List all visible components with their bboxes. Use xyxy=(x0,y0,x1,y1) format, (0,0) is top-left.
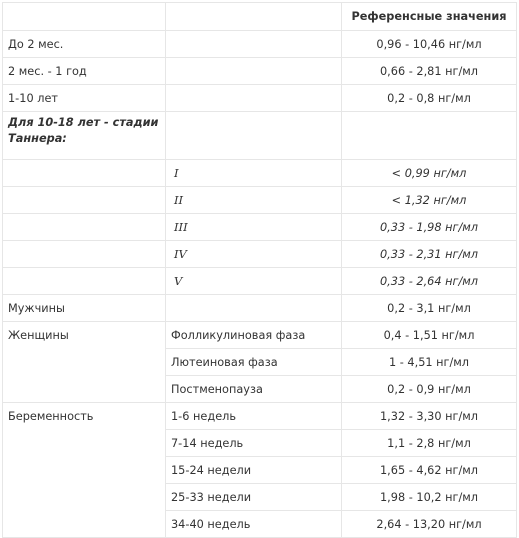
row-sublabel xyxy=(166,295,342,322)
tanner-stage-label: II xyxy=(166,187,342,214)
row-label xyxy=(3,268,166,295)
table-row xyxy=(3,457,517,484)
row-sublabel xyxy=(166,85,342,112)
table-row xyxy=(3,349,517,376)
table-row xyxy=(3,241,517,268)
row-sublabel: 7-14 недель xyxy=(166,430,342,457)
tanner-stage-label: IV xyxy=(166,241,342,268)
row-value: 0,2 - 3,1 нг/мл xyxy=(342,295,517,322)
row-value: 0,33 - 1,98 нг/мл xyxy=(342,214,517,241)
row-sublabel xyxy=(166,58,342,85)
table-row xyxy=(3,376,517,403)
row-label xyxy=(3,349,166,376)
table-row xyxy=(3,187,517,214)
row-label xyxy=(3,187,166,214)
row-value: 1,1 - 2,8 нг/мл xyxy=(342,430,517,457)
row-label: Мужчины xyxy=(3,295,166,322)
table-row xyxy=(3,295,517,322)
row-label xyxy=(3,484,166,511)
table-row xyxy=(3,484,517,511)
table-row xyxy=(3,322,517,349)
row-value xyxy=(342,112,517,160)
row-sublabel xyxy=(166,31,342,58)
row-sublabel xyxy=(166,112,342,160)
row-sublabel: Фолликулиновая фаза xyxy=(166,322,342,349)
row-label: 2 мес. - 1 год xyxy=(3,58,166,85)
row-sublabel: 34-40 недель xyxy=(166,511,342,538)
section-label: Для 10-18 лет - стадии Таннера: xyxy=(3,112,166,160)
table-row xyxy=(3,268,517,295)
table-row xyxy=(3,58,517,85)
row-value: 0,2 - 0,9 нг/мл xyxy=(342,376,517,403)
row-sublabel: 15-24 недели xyxy=(166,457,342,484)
row-label xyxy=(3,214,166,241)
header-cell-subgroup xyxy=(166,3,342,31)
row-sublabel: 1-6 недель xyxy=(166,403,342,430)
row-value: 0,96 - 10,46 нг/мл xyxy=(342,31,517,58)
row-label xyxy=(3,241,166,268)
row-value: 0,33 - 2,31 нг/мл xyxy=(342,241,517,268)
row-value: 0,4 - 1,51 нг/мл xyxy=(342,322,517,349)
row-value: 2,64 - 13,20 нг/мл xyxy=(342,511,517,538)
row-label xyxy=(3,160,166,187)
row-value: 0,66 - 2,81 нг/мл xyxy=(342,58,517,85)
row-value: 0,2 - 0,8 нг/мл xyxy=(342,85,517,112)
table-row xyxy=(3,214,517,241)
reference-values-table xyxy=(2,2,517,538)
row-value: < 1,32 нг/мл xyxy=(342,187,517,214)
table-row xyxy=(3,160,517,187)
row-label xyxy=(3,457,166,484)
row-sublabel: 25-33 недели xyxy=(166,484,342,511)
row-label: 1-10 лет xyxy=(3,85,166,112)
table-row xyxy=(3,31,517,58)
section-row-tanner xyxy=(3,112,517,160)
row-label xyxy=(3,430,166,457)
row-label: Беременность xyxy=(3,403,166,430)
row-value: 0,33 - 2,64 нг/мл xyxy=(342,268,517,295)
row-value: 1,32 - 3,30 нг/мл xyxy=(342,403,517,430)
header-cell-reference-values: Референсные значения xyxy=(342,3,517,31)
table-row xyxy=(3,85,517,112)
tanner-stage-label: III xyxy=(166,214,342,241)
row-label: Женщины xyxy=(3,322,166,349)
row-label xyxy=(3,376,166,403)
table-header-row xyxy=(3,3,517,31)
row-label: До 2 мес. xyxy=(3,31,166,58)
table-row xyxy=(3,403,517,430)
table-row xyxy=(3,430,517,457)
tanner-stage-label: V xyxy=(166,268,342,295)
table-row xyxy=(3,511,517,538)
tanner-stage-label: I xyxy=(166,160,342,187)
row-value: < 0,99 нг/мл xyxy=(342,160,517,187)
row-value: 1 - 4,51 нг/мл xyxy=(342,349,517,376)
row-label xyxy=(3,511,166,538)
row-sublabel: Лютеиновая фаза xyxy=(166,349,342,376)
row-value: 1,65 - 4,62 нг/мл xyxy=(342,457,517,484)
header-cell-group xyxy=(3,3,166,31)
row-sublabel: Постменопауза xyxy=(166,376,342,403)
row-value: 1,98 - 10,2 нг/мл xyxy=(342,484,517,511)
